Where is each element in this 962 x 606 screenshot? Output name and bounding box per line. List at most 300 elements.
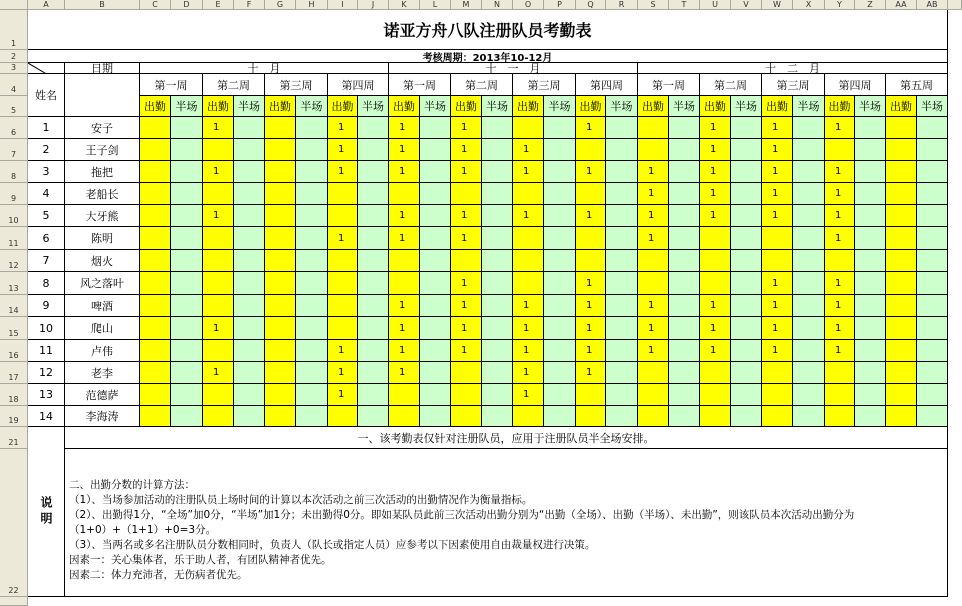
attend-cell[interactable]: 1 xyxy=(328,161,358,183)
half-cell[interactable] xyxy=(606,227,638,250)
attend-cell[interactable] xyxy=(265,362,296,384)
attend-cell[interactable] xyxy=(389,406,420,427)
half-cell[interactable] xyxy=(420,205,451,227)
member-number[interactable]: 9 xyxy=(28,295,65,317)
attend-cell[interactable]: 1 xyxy=(513,340,544,362)
half-cell[interactable] xyxy=(544,183,576,205)
attend-cell[interactable] xyxy=(886,317,917,340)
member-name[interactable]: 爬山 xyxy=(65,317,140,340)
column-header[interactable]: P xyxy=(544,0,576,10)
half-cell[interactable] xyxy=(420,227,451,250)
column-header[interactable]: Q xyxy=(576,0,606,10)
column-header[interactable]: I xyxy=(328,0,358,10)
half-cell[interactable] xyxy=(171,317,203,340)
half-cell[interactable] xyxy=(296,139,328,161)
half-cell[interactable] xyxy=(855,272,886,295)
attend-cell[interactable] xyxy=(700,406,731,427)
half-cell[interactable] xyxy=(669,205,700,227)
attend-cell[interactable]: 1 xyxy=(328,117,358,139)
attend-cell[interactable] xyxy=(700,384,731,406)
half-cell[interactable] xyxy=(731,317,762,340)
attend-cell[interactable] xyxy=(203,340,234,362)
half-cell[interactable] xyxy=(606,406,638,427)
attend-cell[interactable] xyxy=(140,227,171,250)
attend-cell[interactable]: 1 xyxy=(203,205,234,227)
half-cell[interactable] xyxy=(855,227,886,250)
attend-cell[interactable]: 1 xyxy=(825,317,855,340)
attend-cell[interactable]: 1 xyxy=(638,227,669,250)
half-cell[interactable] xyxy=(296,295,328,317)
half-cell[interactable] xyxy=(358,384,389,406)
half-cell[interactable] xyxy=(855,139,886,161)
attend-cell[interactable] xyxy=(886,384,917,406)
attend-cell[interactable]: 1 xyxy=(576,205,606,227)
attend-cell[interactable] xyxy=(140,205,171,227)
attend-cell[interactable] xyxy=(576,139,606,161)
attend-cell[interactable] xyxy=(886,250,917,272)
attend-cell[interactable]: 1 xyxy=(762,272,793,295)
half-cell[interactable] xyxy=(482,227,513,250)
attend-cell[interactable] xyxy=(576,183,606,205)
row-header[interactable]: 17 xyxy=(0,362,28,384)
member-number[interactable]: 2 xyxy=(28,139,65,161)
half-cell[interactable] xyxy=(482,317,513,340)
half-cell[interactable] xyxy=(358,406,389,427)
column-header[interactable]: Y xyxy=(825,0,855,10)
half-cell[interactable] xyxy=(793,227,825,250)
attend-cell[interactable] xyxy=(638,139,669,161)
row-header[interactable]: 6 xyxy=(0,117,28,139)
attend-cell[interactable] xyxy=(451,406,482,427)
attend-cell[interactable] xyxy=(762,406,793,427)
attend-cell[interactable] xyxy=(700,227,731,250)
attend-cell[interactable] xyxy=(762,362,793,384)
attend-cell[interactable]: 1 xyxy=(389,317,420,340)
attend-cell[interactable] xyxy=(451,250,482,272)
attend-cell[interactable]: 1 xyxy=(638,295,669,317)
column-header[interactable]: L xyxy=(420,0,451,10)
attend-cell[interactable]: 1 xyxy=(451,161,482,183)
attend-cell[interactable] xyxy=(638,250,669,272)
half-cell[interactable] xyxy=(917,183,948,205)
member-number[interactable]: 13 xyxy=(28,384,65,406)
attend-cell[interactable] xyxy=(886,272,917,295)
member-name[interactable]: 啤酒 xyxy=(65,295,140,317)
attend-cell[interactable] xyxy=(203,295,234,317)
half-cell[interactable] xyxy=(855,161,886,183)
half-cell[interactable] xyxy=(234,384,265,406)
attend-cell[interactable]: 1 xyxy=(451,317,482,340)
row-header[interactable]: 14 xyxy=(0,295,28,317)
half-cell[interactable] xyxy=(669,295,700,317)
attend-cell[interactable] xyxy=(328,183,358,205)
member-number[interactable]: 6 xyxy=(28,227,65,250)
attend-cell[interactable]: 1 xyxy=(825,295,855,317)
attend-cell[interactable]: 1 xyxy=(513,139,544,161)
attend-cell[interactable]: 1 xyxy=(513,384,544,406)
row-header[interactable]: 7 xyxy=(0,139,28,161)
half-cell[interactable] xyxy=(420,117,451,139)
half-cell[interactable] xyxy=(731,227,762,250)
attend-cell[interactable]: 1 xyxy=(389,117,420,139)
half-cell[interactable] xyxy=(482,295,513,317)
half-cell[interactable] xyxy=(731,250,762,272)
half-cell[interactable] xyxy=(793,384,825,406)
attend-cell[interactable]: 1 xyxy=(389,340,420,362)
attend-cell[interactable]: 1 xyxy=(451,139,482,161)
half-cell[interactable] xyxy=(171,384,203,406)
attend-cell[interactable] xyxy=(389,272,420,295)
half-cell[interactable] xyxy=(669,183,700,205)
attend-cell[interactable] xyxy=(700,362,731,384)
half-cell[interactable] xyxy=(855,117,886,139)
member-name[interactable]: 老李 xyxy=(65,362,140,384)
half-cell[interactable] xyxy=(358,317,389,340)
attend-cell[interactable]: 1 xyxy=(389,205,420,227)
column-header[interactable]: V xyxy=(731,0,762,10)
half-cell[interactable] xyxy=(234,317,265,340)
column-header[interactable]: H xyxy=(296,0,328,10)
half-cell[interactable] xyxy=(420,250,451,272)
attend-cell[interactable] xyxy=(513,272,544,295)
attend-cell[interactable]: 1 xyxy=(203,362,234,384)
attend-cell[interactable]: 1 xyxy=(576,272,606,295)
attend-cell[interactable]: 1 xyxy=(576,117,606,139)
attend-cell[interactable]: 1 xyxy=(638,161,669,183)
attend-cell[interactable] xyxy=(328,250,358,272)
attend-cell[interactable] xyxy=(203,139,234,161)
half-cell[interactable] xyxy=(793,295,825,317)
attend-cell[interactable] xyxy=(825,406,855,427)
attend-cell[interactable]: 1 xyxy=(328,384,358,406)
attend-cell[interactable] xyxy=(203,406,234,427)
attend-cell[interactable]: 1 xyxy=(328,227,358,250)
half-cell[interactable] xyxy=(544,139,576,161)
row-header[interactable]: 15 xyxy=(0,317,28,340)
member-number[interactable]: 8 xyxy=(28,272,65,295)
attend-cell[interactable] xyxy=(451,183,482,205)
attend-cell[interactable] xyxy=(265,250,296,272)
member-name[interactable]: 王子剑 xyxy=(65,139,140,161)
attend-cell[interactable] xyxy=(265,117,296,139)
attend-cell[interactable] xyxy=(513,183,544,205)
half-cell[interactable] xyxy=(793,161,825,183)
half-cell[interactable] xyxy=(669,406,700,427)
column-header[interactable]: X xyxy=(793,0,825,10)
half-cell[interactable] xyxy=(793,317,825,340)
half-cell[interactable] xyxy=(482,384,513,406)
half-cell[interactable] xyxy=(420,384,451,406)
attend-cell[interactable]: 1 xyxy=(700,183,731,205)
attend-cell[interactable] xyxy=(513,117,544,139)
half-cell[interactable] xyxy=(606,205,638,227)
half-cell[interactable] xyxy=(917,362,948,384)
half-cell[interactable] xyxy=(669,272,700,295)
half-cell[interactable] xyxy=(669,384,700,406)
member-number[interactable]: 10 xyxy=(28,317,65,340)
attend-cell[interactable] xyxy=(638,384,669,406)
attend-cell[interactable]: 1 xyxy=(203,161,234,183)
attend-cell[interactable]: 1 xyxy=(513,161,544,183)
attend-cell[interactable]: 1 xyxy=(825,161,855,183)
half-cell[interactable] xyxy=(482,117,513,139)
attend-cell[interactable]: 1 xyxy=(700,295,731,317)
attend-cell[interactable] xyxy=(140,384,171,406)
half-cell[interactable] xyxy=(731,139,762,161)
attend-cell[interactable] xyxy=(451,384,482,406)
attend-cell[interactable] xyxy=(886,205,917,227)
attend-cell[interactable] xyxy=(886,117,917,139)
attend-cell[interactable] xyxy=(265,272,296,295)
half-cell[interactable] xyxy=(544,205,576,227)
half-cell[interactable] xyxy=(482,362,513,384)
half-cell[interactable] xyxy=(793,362,825,384)
half-cell[interactable] xyxy=(482,161,513,183)
attend-cell[interactable]: 1 xyxy=(451,295,482,317)
attend-cell[interactable]: 1 xyxy=(576,362,606,384)
row-header[interactable]: 9 xyxy=(0,183,28,205)
half-cell[interactable] xyxy=(917,295,948,317)
attend-cell[interactable] xyxy=(265,227,296,250)
half-cell[interactable] xyxy=(420,406,451,427)
attend-cell[interactable]: 1 xyxy=(513,317,544,340)
column-header[interactable]: J xyxy=(358,0,389,10)
half-cell[interactable] xyxy=(793,272,825,295)
half-cell[interactable] xyxy=(234,272,265,295)
attend-cell[interactable]: 1 xyxy=(762,340,793,362)
attend-cell[interactable] xyxy=(140,272,171,295)
attend-cell[interactable] xyxy=(328,295,358,317)
attend-cell[interactable] xyxy=(140,295,171,317)
attend-cell[interactable]: 1 xyxy=(825,227,855,250)
half-cell[interactable] xyxy=(731,117,762,139)
attend-cell[interactable] xyxy=(265,317,296,340)
half-cell[interactable] xyxy=(917,317,948,340)
member-name[interactable]: 大牙熊 xyxy=(65,205,140,227)
column-header[interactable]: D xyxy=(171,0,203,10)
attend-cell[interactable]: 1 xyxy=(700,161,731,183)
half-cell[interactable] xyxy=(234,183,265,205)
half-cell[interactable] xyxy=(482,406,513,427)
attend-cell[interactable] xyxy=(576,250,606,272)
half-cell[interactable] xyxy=(544,117,576,139)
half-cell[interactable] xyxy=(234,139,265,161)
half-cell[interactable] xyxy=(171,161,203,183)
row-header[interactable]: 18 xyxy=(0,384,28,406)
select-all-corner[interactable] xyxy=(0,0,28,10)
half-cell[interactable] xyxy=(917,272,948,295)
half-cell[interactable] xyxy=(171,406,203,427)
half-cell[interactable] xyxy=(358,139,389,161)
half-cell[interactable] xyxy=(296,161,328,183)
row-header[interactable]: 12 xyxy=(0,250,28,272)
half-cell[interactable] xyxy=(855,317,886,340)
attend-cell[interactable]: 1 xyxy=(451,340,482,362)
attend-cell[interactable]: 1 xyxy=(762,117,793,139)
half-cell[interactable] xyxy=(606,317,638,340)
half-cell[interactable] xyxy=(917,227,948,250)
half-cell[interactable] xyxy=(358,250,389,272)
half-cell[interactable] xyxy=(234,205,265,227)
half-cell[interactable] xyxy=(917,205,948,227)
half-cell[interactable] xyxy=(171,117,203,139)
member-number[interactable]: 5 xyxy=(28,205,65,227)
half-cell[interactable] xyxy=(234,250,265,272)
attend-cell[interactable] xyxy=(389,183,420,205)
attend-cell[interactable]: 1 xyxy=(700,205,731,227)
half-cell[interactable] xyxy=(731,161,762,183)
half-cell[interactable] xyxy=(793,406,825,427)
member-name[interactable]: 风之落叶 xyxy=(65,272,140,295)
attend-cell[interactable]: 1 xyxy=(389,139,420,161)
half-cell[interactable] xyxy=(544,340,576,362)
half-cell[interactable] xyxy=(296,362,328,384)
attend-cell[interactable] xyxy=(389,250,420,272)
attend-cell[interactable]: 1 xyxy=(825,183,855,205)
attend-cell[interactable]: 1 xyxy=(576,317,606,340)
half-cell[interactable] xyxy=(544,406,576,427)
half-cell[interactable] xyxy=(171,362,203,384)
half-cell[interactable] xyxy=(296,272,328,295)
half-cell[interactable] xyxy=(669,117,700,139)
member-number[interactable]: 3 xyxy=(28,161,65,183)
half-cell[interactable] xyxy=(234,227,265,250)
attend-cell[interactable]: 1 xyxy=(638,183,669,205)
member-number[interactable]: 12 xyxy=(28,362,65,384)
attend-cell[interactable] xyxy=(140,161,171,183)
attend-cell[interactable]: 1 xyxy=(451,205,482,227)
half-cell[interactable] xyxy=(917,139,948,161)
attend-cell[interactable]: 1 xyxy=(762,295,793,317)
half-cell[interactable] xyxy=(420,295,451,317)
member-name[interactable]: 卢伟 xyxy=(65,340,140,362)
attend-cell[interactable]: 1 xyxy=(328,362,358,384)
row-header[interactable]: 5 xyxy=(0,96,28,117)
half-cell[interactable] xyxy=(855,295,886,317)
half-cell[interactable] xyxy=(731,272,762,295)
half-cell[interactable] xyxy=(234,340,265,362)
attend-cell[interactable]: 1 xyxy=(638,205,669,227)
attend-cell[interactable]: 1 xyxy=(700,139,731,161)
attend-cell[interactable]: 1 xyxy=(513,362,544,384)
attend-cell[interactable] xyxy=(140,250,171,272)
column-header[interactable]: R xyxy=(606,0,638,10)
half-cell[interactable] xyxy=(731,340,762,362)
half-cell[interactable] xyxy=(544,250,576,272)
attend-cell[interactable] xyxy=(700,250,731,272)
attend-cell[interactable] xyxy=(140,117,171,139)
attend-cell[interactable]: 1 xyxy=(700,340,731,362)
half-cell[interactable] xyxy=(544,317,576,340)
row-header[interactable]: 3 xyxy=(0,63,28,74)
attend-cell[interactable] xyxy=(825,250,855,272)
half-cell[interactable] xyxy=(420,317,451,340)
attend-cell[interactable]: 1 xyxy=(762,205,793,227)
attend-cell[interactable] xyxy=(265,205,296,227)
half-cell[interactable] xyxy=(482,183,513,205)
attend-cell[interactable] xyxy=(700,272,731,295)
half-cell[interactable] xyxy=(606,161,638,183)
half-cell[interactable] xyxy=(793,340,825,362)
half-cell[interactable] xyxy=(731,362,762,384)
half-cell[interactable] xyxy=(731,406,762,427)
row-header[interactable]: 1 xyxy=(0,10,28,50)
half-cell[interactable] xyxy=(420,272,451,295)
half-cell[interactable] xyxy=(171,205,203,227)
half-cell[interactable] xyxy=(669,362,700,384)
half-cell[interactable] xyxy=(420,340,451,362)
attend-cell[interactable]: 1 xyxy=(825,117,855,139)
half-cell[interactable] xyxy=(917,161,948,183)
half-cell[interactable] xyxy=(296,250,328,272)
attend-cell[interactable] xyxy=(576,406,606,427)
column-header[interactable]: M xyxy=(451,0,482,10)
attend-cell[interactable]: 1 xyxy=(762,317,793,340)
half-cell[interactable] xyxy=(793,139,825,161)
half-cell[interactable] xyxy=(606,384,638,406)
attend-cell[interactable] xyxy=(513,250,544,272)
half-cell[interactable] xyxy=(420,362,451,384)
attend-cell[interactable] xyxy=(265,384,296,406)
attend-cell[interactable] xyxy=(762,250,793,272)
half-cell[interactable] xyxy=(296,406,328,427)
half-cell[interactable] xyxy=(855,205,886,227)
attend-cell[interactable] xyxy=(638,117,669,139)
row-header[interactable]: 10 xyxy=(0,205,28,227)
member-number[interactable]: 14 xyxy=(28,406,65,427)
attend-cell[interactable] xyxy=(203,272,234,295)
half-cell[interactable] xyxy=(669,161,700,183)
column-header[interactable]: AB xyxy=(917,0,948,10)
half-cell[interactable] xyxy=(296,317,328,340)
half-cell[interactable] xyxy=(482,250,513,272)
attend-cell[interactable] xyxy=(203,227,234,250)
column-header[interactable]: N xyxy=(482,0,513,10)
attend-cell[interactable] xyxy=(886,161,917,183)
half-cell[interactable] xyxy=(171,139,203,161)
attend-cell[interactable] xyxy=(762,384,793,406)
attend-cell[interactable]: 1 xyxy=(825,205,855,227)
half-cell[interactable] xyxy=(855,362,886,384)
half-cell[interactable] xyxy=(606,250,638,272)
column-header[interactable]: S xyxy=(638,0,669,10)
attend-cell[interactable] xyxy=(140,406,171,427)
attend-cell[interactable]: 1 xyxy=(762,139,793,161)
half-cell[interactable] xyxy=(917,340,948,362)
attend-cell[interactable] xyxy=(886,227,917,250)
member-name[interactable]: 拖把 xyxy=(65,161,140,183)
half-cell[interactable] xyxy=(358,205,389,227)
attend-cell[interactable] xyxy=(576,227,606,250)
half-cell[interactable] xyxy=(793,117,825,139)
column-header[interactable]: C xyxy=(140,0,171,10)
attend-cell[interactable] xyxy=(265,139,296,161)
half-cell[interactable] xyxy=(296,205,328,227)
attend-cell[interactable]: 1 xyxy=(638,317,669,340)
half-cell[interactable] xyxy=(234,362,265,384)
attend-cell[interactable] xyxy=(140,139,171,161)
attend-cell[interactable]: 1 xyxy=(700,317,731,340)
half-cell[interactable] xyxy=(731,295,762,317)
attend-cell[interactable] xyxy=(451,362,482,384)
column-header[interactable]: G xyxy=(265,0,296,10)
attend-cell[interactable] xyxy=(265,406,296,427)
attend-cell[interactable] xyxy=(576,384,606,406)
half-cell[interactable] xyxy=(171,295,203,317)
half-cell[interactable] xyxy=(482,340,513,362)
attend-cell[interactable] xyxy=(328,317,358,340)
attend-cell[interactable]: 1 xyxy=(576,295,606,317)
